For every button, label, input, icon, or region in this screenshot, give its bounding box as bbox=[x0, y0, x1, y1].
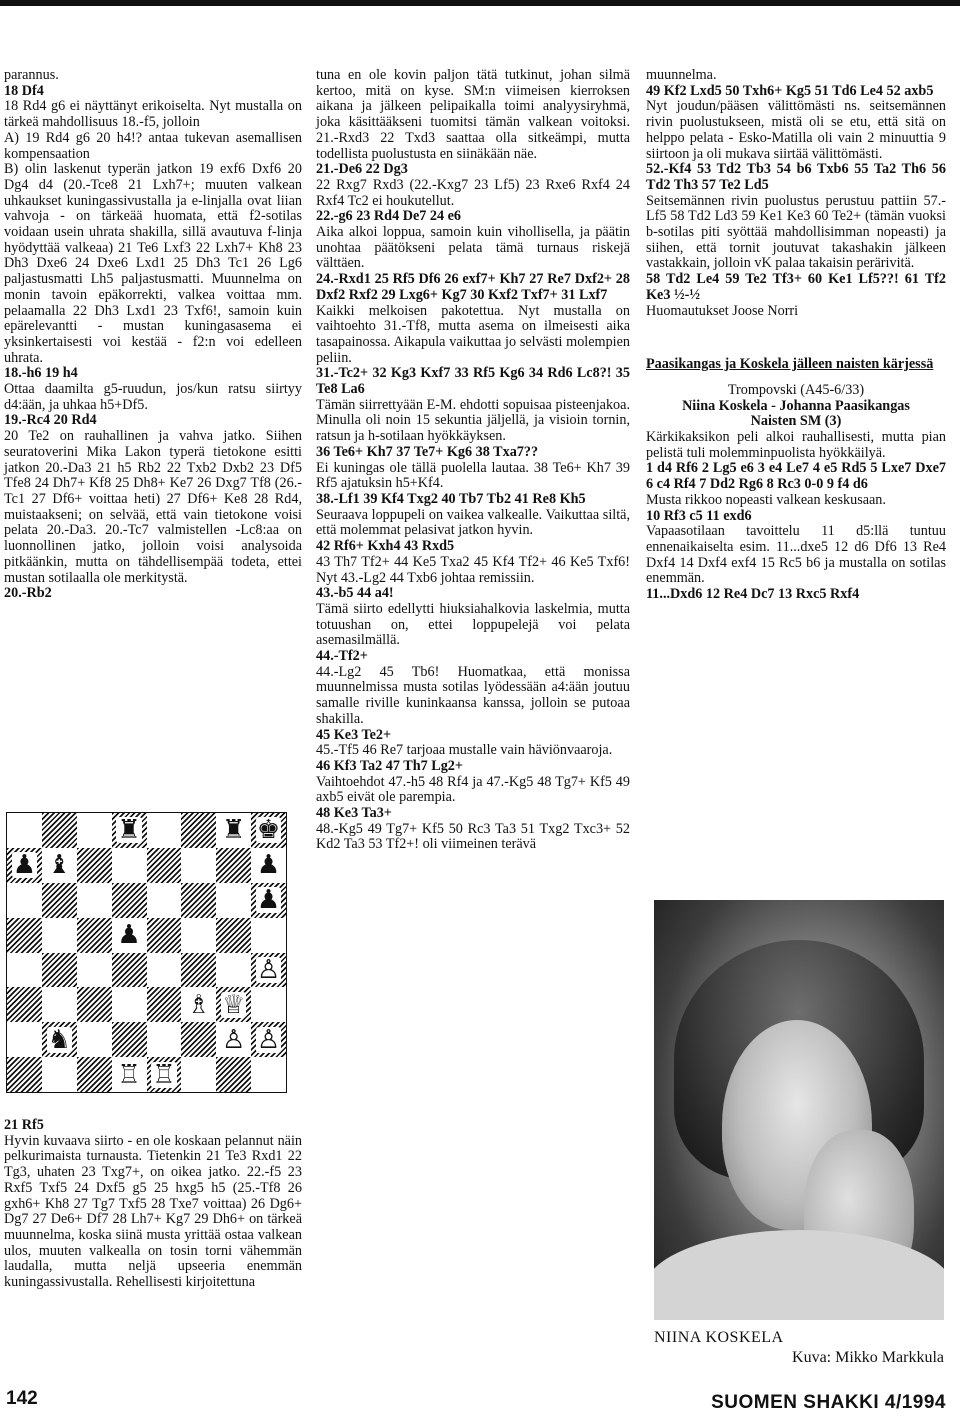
paragraph: Kaikki melkoisen pakotettua. Nyt mustalla on vaihtoehto 31.-Tf8, mutta asema on ilmeisesti aika tasapainossa. Aikapula vaikuttaa jo selvästi molempien peliin. bbox=[316, 302, 630, 366]
board-square bbox=[216, 1022, 251, 1057]
magazine-title: SUOMEN SHAKKI 4/1994 bbox=[711, 1392, 946, 1413]
paragraph: Vaihtoehdot 47.-h5 48 Rf4 ja 47.-Kg5 48 Tg7+ Kf5 49 axb5 eivät ole parempia. bbox=[316, 773, 630, 806]
paragraph: Seuraava loppupeli on vaikea valkealle. Vaikuttaa siltä, että molemmat pelasivat jatkon hyvin. bbox=[316, 506, 630, 539]
paragraph: Aika alkoi loppua, samoin kuin vihollisella, ja päätin unohtaa päätökseni pelata tämä turnaus riskejä välttäen. bbox=[316, 224, 630, 272]
chess-piece: ♚ bbox=[256, 815, 281, 846]
photo-caption: NIINA KOSKELA bbox=[654, 1329, 784, 1346]
move-line: 31.-Tc2+ 32 Kg3 Kxf7 33 Rf5 Kg6 34 Rd6 Lc8?! 35 Te8 La6 bbox=[316, 365, 630, 398]
move-line: 58 Td2 Le4 59 Te2 Tf3+ 60 Ke1 Lf5??! 61 Tf2 Ke3 ½-½ bbox=[646, 271, 946, 303]
move-line: 52.-Kf4 53 Td2 Tb3 54 b6 Txb6 55 Ta2 Th6 56 Td2 Th3 57 Te2 Ld5 bbox=[646, 161, 946, 193]
board-square bbox=[216, 883, 251, 918]
move-line: 18.-h6 19 h4 bbox=[4, 365, 78, 382]
column-1 bbox=[4, 68, 302, 602]
board-square bbox=[147, 918, 182, 953]
paragraph: tuna en ole kovin paljon tätä tutkinut, johan silmä kertoo, mitä on kyse. SM:n viimeisen kierroksen aikana ja jälkeen pelipaikalla toimi analyysiryhmä, joka käsittääkseni tuomitsi tämän valkean voitoksi. 21.-Rxd3 22 Txd3 saattaa olla sitkeämpi, mutta todellista puolustusta en siinäkään näe. bbox=[316, 67, 630, 162]
board-square bbox=[7, 1022, 42, 1057]
move-line: 42 Rf6+ Kxh4 43 Rxd5 bbox=[316, 538, 455, 555]
board-square bbox=[42, 813, 77, 848]
board-square bbox=[7, 987, 42, 1022]
move-line: 11...Dxd6 12 Re4 Dc7 13 Rxc5 Rxf4 bbox=[646, 586, 860, 603]
board-square bbox=[42, 883, 77, 918]
board-square bbox=[7, 848, 42, 883]
chess-piece: ♗ bbox=[187, 989, 211, 1020]
chess-piece: ♟ bbox=[12, 850, 37, 881]
board-square bbox=[216, 953, 251, 988]
move-line: 22.-g6 23 Rd4 De7 24 e6 bbox=[316, 208, 462, 225]
paragraph: muunnelma. bbox=[646, 67, 717, 83]
board-square bbox=[42, 848, 77, 883]
chess-piece: ♜ bbox=[222, 815, 246, 846]
paragraph: Hyvin kuvaava siirto - en ole koskaan pelannut näin pelkurimaista turnausta. Tietenkin 21 Te3 Rxd1 22 Tg3, uhaten 23 Txg7+, on oikea jatko. 22.-f5 23 Rxf5 Txf5 24 Dxf5 g5 25 hxg5 h5 (25.-Tf8 26 gxh6+ Kh8 27 Tg7 Txf5 28 Txe7 voittaa) 26 Dg6+ Dg7 27 De6+ Df7 28 Lh7+ Kg7 29 Dh6+ on tärkeä muunnelma, koska siinä musta yrittää ostaa valkean ulos, muuten valkealla on tosin torni vähemmän laudalla, mutta neljä upseeria enemmän kuningassivustalla. Rehellisesti kirjoitettuna bbox=[4, 1132, 302, 1291]
board-square bbox=[216, 918, 251, 953]
move-line: 36 Te6+ Kh7 37 Te7+ Kg6 38 Txa7?? bbox=[316, 443, 539, 460]
board-square bbox=[77, 848, 112, 883]
board-square bbox=[251, 813, 286, 848]
paragraph: Seitsemännen rivin puolustus perustuu pattiin 57.-Lf5 58 Td2 Ld3 59 Ke1 Ke3 60 Te2+ (tämän vuoksi b-sotilas piti syöttää mahdollisimman nopeasti) ja siihen, että tornit joutuvat takashakin jälkeen vastakkain, jolloin vK palaa takaisin perärivitä. bbox=[646, 192, 946, 272]
board-square bbox=[7, 953, 42, 988]
paragraph: 43 Th7 Tf2+ 44 Ke5 Txa2 45 Kf4 Tf2+ 46 Ke5 Txf6! Nyt 43.-Lg2 44 Txb6 johtaa remissiin. bbox=[316, 553, 630, 586]
board-square bbox=[216, 1057, 251, 1092]
move-line: 18 Df4 bbox=[4, 82, 44, 99]
move-line: 10 Rf3 c5 11 exd6 bbox=[646, 507, 752, 524]
column-1-text-bottom bbox=[4, 1118, 302, 1291]
move-line: 45 Ke3 Te2+ bbox=[316, 726, 392, 743]
board-square bbox=[7, 813, 42, 848]
move-line: 21 Rf5 bbox=[4, 1117, 44, 1133]
board-square bbox=[42, 987, 77, 1022]
board-square bbox=[42, 1057, 77, 1092]
board-square bbox=[181, 953, 216, 988]
paragraph: 45.-Tf5 46 Re7 tarjoaa mustalle vain häviönvaaroja. bbox=[316, 742, 613, 759]
move-line: 46 Kf3 Ta2 47 Th7 Lg2+ bbox=[316, 757, 463, 774]
board-square bbox=[112, 987, 147, 1022]
board-square bbox=[251, 953, 286, 988]
board-square bbox=[147, 813, 182, 848]
article-body bbox=[646, 430, 946, 603]
board-square bbox=[147, 953, 182, 988]
board-square bbox=[216, 848, 251, 883]
board-square bbox=[181, 987, 216, 1022]
board-square bbox=[251, 1022, 286, 1057]
board-square bbox=[181, 883, 216, 918]
player-photo bbox=[654, 900, 944, 1320]
chess-piece: ♕ bbox=[222, 989, 246, 1020]
column-3-text bbox=[646, 68, 946, 319]
chess-piece: ♖ bbox=[117, 1059, 141, 1090]
move-line: 20.-Rb2 bbox=[4, 585, 52, 602]
board-square bbox=[251, 848, 286, 883]
chess-piece: ♞ bbox=[47, 1024, 71, 1055]
board-square bbox=[77, 1022, 112, 1057]
chess-piece: ♜ bbox=[117, 815, 141, 846]
chess-piece: ♟ bbox=[117, 920, 141, 951]
move-line: 21.-De6 22 Dg3 bbox=[316, 161, 408, 178]
article-heading: Paasikangas ja Koskela jälleen naisten kärjessä bbox=[646, 356, 934, 373]
board-square bbox=[147, 987, 182, 1022]
chess-piece: ♙ bbox=[222, 1024, 246, 1055]
paragraph: Kärkikaksikon peli alkoi rauhallisesti, mutta pian pelistä tuli molemminpuolista hyökkäilyä. bbox=[646, 429, 946, 461]
column-2 bbox=[316, 68, 630, 853]
paragraph: Ei kuningas ole tällä puolella lautaa. 38 Te6+ Kh7 39 Rf5 ajatuksin h5+Kf4. bbox=[316, 459, 630, 492]
chess-piece: ♙ bbox=[256, 954, 281, 985]
board-square bbox=[77, 1057, 112, 1092]
chess-piece: ♙ bbox=[256, 1024, 281, 1055]
chess-piece: ♝ bbox=[47, 850, 71, 881]
board-square bbox=[42, 918, 77, 953]
board-square bbox=[181, 1022, 216, 1057]
paragraph: 20 Te2 on rauhallinen ja vahva jatko. Siihen seuratoverini Mika Lakon typerä tietokone esitti jatkon 20.-Da3 21 h5 Rb2 22 Txb2 Dxb2 23 Df5 Tfe8 24 Dh7+ Kf8 25 Dh8+ Ke7 26 Dxg7 Tf8 (26.-Tc1 27 Df6+ voittaa heti) 27 Df6+ Ke8 28 Rd4, muistaakseni; on selvää, että vain tietokone voisi pelata 20.-Da3. 20.-Tc7 valmistellen -Lc8:aa on luonnollinen jatko, jolloin voisi analysoida pitkäänkin, mutta on tähdellisempää todeta, ettei mustan sotilaalla ole merkitystä. bbox=[4, 428, 302, 586]
board-square bbox=[251, 1057, 286, 1092]
board-square bbox=[42, 953, 77, 988]
move-line: 24.-Rxd1 25 Rf5 Df6 26 exf7+ Kh7 27 Re7 Dxf2+ 28 Dxf2 Rxf2 29 Lxg6+ Kg7 30 Kxf2 Txf7+ 31 Lxf7 bbox=[316, 271, 630, 303]
paragraph: 18 Rd4 g6 ei näyttänyt erikoiselta. Nyt mustalla on tärkeä mahdollisuus 18.-f5, jolloin bbox=[4, 98, 302, 131]
column-3 bbox=[646, 68, 946, 603]
move-line: 48 Ke3 Ta3+ bbox=[316, 805, 392, 822]
photo-credit: Kuva: Mikko Markkula bbox=[792, 1349, 944, 1366]
board-square bbox=[7, 1057, 42, 1092]
column-1-text-top bbox=[4, 68, 302, 602]
board-square bbox=[147, 883, 182, 918]
paragraph: Ottaa daamilta g5-ruudun, jos/kun ratsu siirtyy d4:ään, ja uhkaa h5+Df5. bbox=[4, 381, 302, 413]
board-square bbox=[112, 1022, 147, 1057]
move-line: 19.-Rc4 20 Rd4 bbox=[4, 412, 97, 429]
board-square bbox=[112, 1057, 147, 1092]
chess-piece: ♖ bbox=[152, 1059, 176, 1090]
paragraph: Nyt joudun/pääsen välittömästi ns. seitsemännen rivin puolustukseen, mistä oli se etu, että sitä on helppo pelata - Esko-Matilla oli vain 2 minuuttia 9 siirtoon ja oli mukava siirtää välittömästi. bbox=[646, 98, 946, 162]
board-square bbox=[181, 848, 216, 883]
board-square bbox=[147, 848, 182, 883]
paragraph: parannus. bbox=[4, 67, 59, 83]
board-square bbox=[112, 918, 147, 953]
paragraph: 48.-Kg5 49 Tg7+ Kf5 50 Rc3 Ta3 51 Txg2 Txc3+ 52 Kd2 Ta3 53 Tf2+! oli viimeinen terävä bbox=[316, 820, 630, 853]
board-square bbox=[77, 953, 112, 988]
board-square bbox=[112, 813, 147, 848]
paragraph: Tämä siirto edellytti hiuksiahalkovia laskelmia, mutta totuushan on, ettei loppupelejä voi pelata asemasilmällä. bbox=[316, 600, 630, 649]
board-square bbox=[251, 918, 286, 953]
board-square bbox=[77, 883, 112, 918]
paragraph: Huomautukset Joose Norri bbox=[646, 302, 799, 319]
move-line: 38.-Lf1 39 Kf4 Txg2 40 Tb7 Tb2 41 Re8 Kh5 bbox=[316, 490, 586, 507]
move-line: 44.-Tf2+ bbox=[316, 648, 368, 665]
board-square bbox=[216, 813, 251, 848]
paragraph: A) 19 Rd4 g6 20 h4!? antaa tukevan asemallisen kompensaation bbox=[4, 129, 302, 162]
board-square bbox=[7, 883, 42, 918]
column-1-bottom bbox=[4, 1118, 302, 1291]
paragraph: Musta rikkoo nopeasti valkean keskusaan. bbox=[646, 491, 886, 508]
board-square bbox=[42, 1022, 77, 1057]
game-players: Niina Koskela - Johanna Paasikangas bbox=[682, 397, 910, 414]
paragraph: 44.-Lg2 45 Tb6! Huomatkaa, että monissa muunnelmissa musta sotilas lyödessään a4:ään joutuu samalle riville kuninkaansa kanssa, jolloin se putoaa shakilla. bbox=[316, 663, 630, 727]
paragraph: Vapaasotilaan tavoittelu 11 d5:llä tuntuu ennenaikaiselta esim. 11...dxe5 12 d6 Df6 13 Re4 Dxf4 14 Dxf4 exf4 15 Rc5 b6 ja mustalla on sotilas enemmän. bbox=[646, 523, 946, 587]
move-line: 43.-b5 44 a4! bbox=[316, 585, 394, 602]
top-rule bbox=[0, 0, 960, 6]
move-line: 49 Kf2 Lxd5 50 Txh6+ Kg5 51 Td6 Le4 52 axb5 bbox=[646, 82, 934, 99]
paragraph: B) olin laskenut typerän jatkon 19 exf6 Dxf6 20 Dg4 d4 (20.-Tce8 21 Lxh7+; muuten valkean uhkaukset kuningassivustalla ja e-linjalla ovat liian vahvoja - on tärkeää huomata, että f2-sotilas voidaan usein uhrata shakilla, sillä avautuva f-linja hyödyttää valkeaa) 21 Te6 Lxf3 22 Lxh7+ Kh8 23 Dh3 Dxe6 24 Dxe6 Lxd1 25 Dh3 Tc1 26 Lg6 paljastusmatti Lh5 paljastusmatti. Muunnelma on monin tavoin epäkorrekti, valkea voittaa mm. pelaamalla 22 Dh3 Lxd1 23 Txf6!, samoin kuin epärelevantti - mustan kuningasasema ei yksinkertaisesti voi kestää - f2:n voi edelleen uhrata. bbox=[4, 161, 302, 366]
board-square bbox=[77, 813, 112, 848]
paragraph: 22 Rxg7 Rxd3 (22.-Kxg7 23 Lf5) 23 Rxe6 Rxf4 24 Rxf4 Tc2 ei houkutellut. bbox=[316, 176, 630, 209]
opening-name: Trompovski (A45-6/33) bbox=[727, 381, 865, 398]
column-2-text bbox=[316, 68, 630, 853]
game-event: Naisten SM (3) bbox=[750, 413, 842, 430]
chess-piece: ♟ bbox=[256, 850, 281, 881]
board-square bbox=[112, 848, 147, 883]
board-square bbox=[251, 883, 286, 918]
board-square bbox=[112, 883, 147, 918]
board-square bbox=[147, 1057, 182, 1092]
board-square bbox=[181, 1057, 216, 1092]
paragraph: Tämän siirrettyään E-M. ehdotti sopuisaa pisteenjakoa. Minulla oli noin 15 sekuntia jäljellä, ja visioin tornin, ratsun ja h-sotilaan hyökkäyksen. bbox=[316, 396, 630, 445]
move-line: 1 d4 Rf6 2 Lg5 e6 3 e4 Le7 4 e5 Rd5 5 Lxe7 Dxe7 6 c4 Rf4 7 Dd2 Rg6 8 Rc3 0-0 9 f4 d6 bbox=[646, 460, 946, 493]
board-square bbox=[77, 987, 112, 1022]
page-number: 142 bbox=[6, 1388, 38, 1409]
chess-diagram bbox=[6, 812, 287, 1093]
board-square bbox=[181, 918, 216, 953]
board-square bbox=[112, 953, 147, 988]
board-square bbox=[251, 987, 286, 1022]
chess-piece: ♟ bbox=[256, 885, 281, 916]
board-square bbox=[147, 1022, 182, 1057]
board-square bbox=[216, 987, 251, 1022]
board-square bbox=[7, 918, 42, 953]
board-square bbox=[77, 918, 112, 953]
board-square bbox=[181, 813, 216, 848]
